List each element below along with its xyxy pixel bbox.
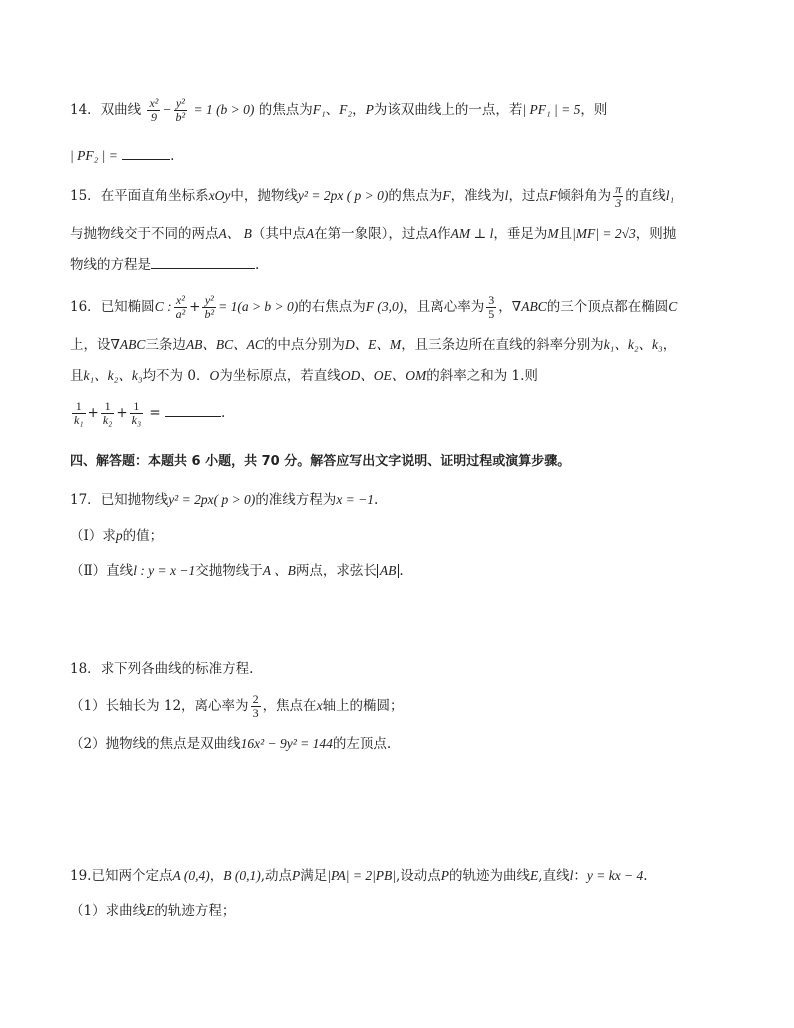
q14-p: P <box>365 102 374 117</box>
q19-P: P <box>440 868 450 883</box>
q19-text: ： <box>573 868 587 884</box>
q16-answer-blank[interactable] <box>165 404 221 417</box>
frac-num: x² <box>174 294 188 308</box>
q15-line1 <box>70 183 674 210</box>
q15-text: （其中点 <box>251 226 306 242</box>
q19-text: 满足 <box>300 868 328 884</box>
q16-frac-y2-b2 <box>202 294 216 321</box>
q16-text: 的右焦点为 <box>298 299 366 315</box>
frac-den: 9 <box>150 110 157 124</box>
q15-line2 <box>70 224 676 244</box>
q16-equation: = 1(a > b > 0) <box>218 299 299 314</box>
q16-text: ，且离心率为 <box>403 299 485 315</box>
period: . <box>221 405 226 421</box>
q17-text: 的值； <box>122 528 164 544</box>
q17-chord: AB <box>377 564 400 578</box>
frac-num: y² <box>202 294 216 308</box>
q19-text: 的轨迹方程； <box>154 903 236 919</box>
q15-answer-blank[interactable] <box>151 256 255 269</box>
q14-frac-y2-b2 <box>174 97 188 124</box>
q15-line3 <box>70 255 259 275</box>
q15-text: 在平面直角坐标系 <box>100 188 209 204</box>
q16-text: 的三个顶点都在椭圆 <box>546 299 669 315</box>
q16-text: 的中点分别为 <box>263 337 345 353</box>
q14-number: 14． <box>70 102 101 118</box>
q16-triangle: ∇ABC <box>110 337 146 352</box>
q16-frac-1-k2 <box>101 400 115 427</box>
q19-text: ,设动点 <box>395 868 441 884</box>
frac-den: 5 <box>488 307 495 321</box>
q15-AB: A、 B <box>218 226 252 241</box>
frac-den: 3 <box>615 196 622 210</box>
frac-num: y² <box>174 97 188 111</box>
q18-text: 的左顶点. <box>332 736 392 752</box>
q16-text: 为坐标原点，若直线 <box>219 368 341 384</box>
q17-text: （Ⅱ）直线 <box>70 563 134 579</box>
frac-den: k₂ <box>102 413 113 427</box>
q18-number: 18． <box>70 661 101 677</box>
q15-text: 与抛物线交于不同的两点 <box>70 226 219 242</box>
q17-directrix: x = −1 <box>336 492 375 507</box>
period: . <box>399 563 404 579</box>
q17-line: l : y = x −1 <box>133 563 196 578</box>
q14-answer-label: | PF₂ | = <box>70 148 118 163</box>
q15-text: ，准线为 <box>450 188 505 204</box>
q19-text: （1）求曲线 <box>70 903 147 919</box>
frac-den: a² <box>175 307 186 321</box>
plus-sign: + <box>116 405 128 421</box>
q19-condition: |PA| = 2|PB| <box>327 868 396 883</box>
q14-text: 为该双曲线上的一点，若 <box>373 102 523 118</box>
q16-C: C <box>668 299 678 314</box>
q15-equation: y² = 2px ( p > 0) <box>297 188 389 203</box>
q16-focus: F (3,0) <box>365 299 404 314</box>
q16-slopes: k₁、k₂、k₃ <box>83 368 143 383</box>
q14-text: 双曲线 <box>100 102 142 118</box>
q15-M: M <box>547 226 559 241</box>
q17-text: 交抛物线于 <box>195 563 263 579</box>
q16-line1 <box>70 294 677 321</box>
q18-text: 求下列各曲线的标准方程. <box>100 661 254 677</box>
q14-sep: 、 <box>325 102 340 118</box>
q14-text: ， <box>352 102 366 118</box>
frac-den: k₃ <box>131 413 142 427</box>
frac-num: 1 <box>130 400 144 414</box>
q19-text: ,直线 <box>538 868 570 884</box>
q19-text: 的轨迹为曲线 <box>449 868 531 884</box>
q18-text: （2）抛物线的焦点是双曲线 <box>70 736 241 752</box>
q18-x: x <box>316 698 323 713</box>
q19-part1 <box>70 901 235 921</box>
q14-line2 <box>70 146 174 166</box>
frac-den: k₁ <box>74 413 84 427</box>
q16-sides: AB、BC、AC <box>185 337 264 352</box>
q16-O: O <box>209 368 220 383</box>
plus-sign: + <box>189 299 201 315</box>
q16-frac-1-k1 <box>72 400 86 427</box>
q19-text: 已知两个定点 <box>91 868 173 884</box>
q18-text: ，焦点在 <box>262 698 317 714</box>
q15-text: 物线的方程是 <box>70 257 151 273</box>
q17-part2 <box>70 561 404 581</box>
section-4-heading: 四、解答题：本题共 6 小题，共 70 分。解答应写出文字说明、证明过程或演算步骤。 <box>70 454 571 469</box>
q15-text: 作 <box>437 226 451 242</box>
q15-text: ，过点 <box>508 188 549 204</box>
q15-text: 在第一象限），过点 <box>314 226 429 242</box>
q19-text: ， <box>209 868 224 884</box>
frac-num: π <box>615 182 622 196</box>
q19-E: E <box>146 903 155 918</box>
q16-midpoints: D、E、M <box>344 337 402 352</box>
period: . <box>170 148 175 164</box>
q18-part1 <box>70 693 404 720</box>
q16-C: C : <box>154 299 172 314</box>
period: . <box>374 492 379 508</box>
q16-text: 三条边 <box>145 337 186 353</box>
q15-text: ，垂足为 <box>493 226 548 242</box>
q16-frac-1-k3 <box>130 400 144 427</box>
q18-text: （1）长轴长为 12，离心率为 <box>70 698 249 714</box>
frac-num: 1 <box>101 400 115 414</box>
q16-slopes: k₁、k₂、k₃ <box>603 337 663 352</box>
q19-B: B (0,1) <box>223 868 261 883</box>
q17-text: 的准线方程为 <box>255 492 337 508</box>
frac-den: b² <box>175 110 186 124</box>
q16-frac-3-5 <box>486 294 496 321</box>
q15-text: 中，抛物线 <box>230 188 298 204</box>
q18-text: 轴上的椭圆； <box>322 698 404 714</box>
q15-A: A <box>305 226 315 241</box>
q19-A: A (0,4) <box>172 868 210 883</box>
q15-A: A <box>428 226 438 241</box>
q19-P: P <box>292 868 301 883</box>
q15-number: 15． <box>70 188 101 204</box>
period: . <box>643 868 648 884</box>
frac-num: x² <box>149 96 159 110</box>
plus-sign: + <box>87 405 99 421</box>
q16-line4: $\frac{1}{\text{k₁}}$ + $\frac{1}{\text{k₂}}$ + $\frac{1}{\text{k₃}}$ = . <box>74 399 226 427</box>
q17-part1 <box>70 526 163 546</box>
q15-F: F <box>442 188 451 203</box>
q15-xoy: xOy <box>208 188 231 203</box>
q14-line1 <box>70 97 607 124</box>
frac-den: b² <box>204 307 215 321</box>
q15-F: F <box>548 188 558 203</box>
frac-num: 2 <box>252 692 259 706</box>
q16-text: ，且三条边所在直线的斜率分别为 <box>401 337 604 353</box>
q16-line3 <box>70 366 538 386</box>
q16-triangle: ∇ABC <box>511 299 547 314</box>
frac-num: 3 <box>488 293 495 307</box>
q19-number: 19. <box>70 868 92 884</box>
q16-text: ， <box>662 337 677 353</box>
frac-num: 1 <box>72 400 86 414</box>
q15-text: 且 <box>558 226 573 242</box>
q15-perp: AM ⊥ l <box>450 226 494 241</box>
q15-MF: |MF| = 2√3 <box>572 226 636 241</box>
q15-frac-pi-3 <box>613 183 623 210</box>
q15-l1: l₁ <box>665 188 675 203</box>
q17-text: 两点，求弦长 <box>295 563 377 579</box>
q14-frac-x2-9 <box>147 97 160 124</box>
q16-text: 的斜率之和为 1.则 <box>426 368 538 384</box>
q19-l: l <box>569 868 574 883</box>
q15-text: 的焦点为 <box>388 188 443 204</box>
q19-E: E <box>530 868 539 883</box>
q15-text: 的直线 <box>625 188 666 204</box>
q17-text: （Ⅰ）求 <box>70 528 116 544</box>
q18-hyperbola: 16x² − 9y² = 144 <box>240 736 333 751</box>
q16-number: 16． <box>70 299 101 315</box>
q17-number: 17． <box>70 492 101 508</box>
q14-condition: | PF₁ | = 5 <box>522 102 581 117</box>
minus-sign: − <box>162 102 172 117</box>
q18-line1 <box>70 659 253 679</box>
q16-line2 <box>70 335 676 355</box>
q15-l: l <box>504 188 509 203</box>
q14-answer-blank[interactable] <box>122 147 170 160</box>
q19-text: ,动点 <box>260 868 293 884</box>
q14-equation: = 1 (b > 0) <box>193 102 255 117</box>
q19-line: y = kx − 4 <box>586 868 644 883</box>
q16-text: 已知椭圆 <box>100 299 155 315</box>
q16-text: ， <box>498 299 512 315</box>
q16-frac-x2-a2 <box>174 294 188 321</box>
q18-frac-2-3 <box>251 693 261 720</box>
q14-f2: F₂ <box>339 102 353 117</box>
period: . <box>255 257 260 273</box>
q18-part2 <box>70 734 391 754</box>
q14-f1: F₁ <box>312 102 326 117</box>
q19-line1 <box>70 866 648 886</box>
q17-text: 已知抛物线 <box>100 492 169 508</box>
q17-line1 <box>70 490 378 510</box>
q17-p: p <box>115 528 123 543</box>
q15-text: 倾斜角为 <box>557 188 612 204</box>
q16-text: 均不为 0． <box>142 368 210 384</box>
q16-text: 且 <box>70 368 84 384</box>
frac-den: 3 <box>252 706 259 720</box>
q14-text: ，则 <box>580 102 608 118</box>
q17-AB: A 、B <box>262 563 296 578</box>
q17-equation: y² = 2px( p > 0) <box>168 492 256 507</box>
q14-text: 的焦点为 <box>258 102 313 118</box>
q15-text: ，则抛 <box>635 226 677 242</box>
q16-lines: OD、OE、OM <box>340 368 427 383</box>
q16-text: 上，设 <box>70 337 111 353</box>
